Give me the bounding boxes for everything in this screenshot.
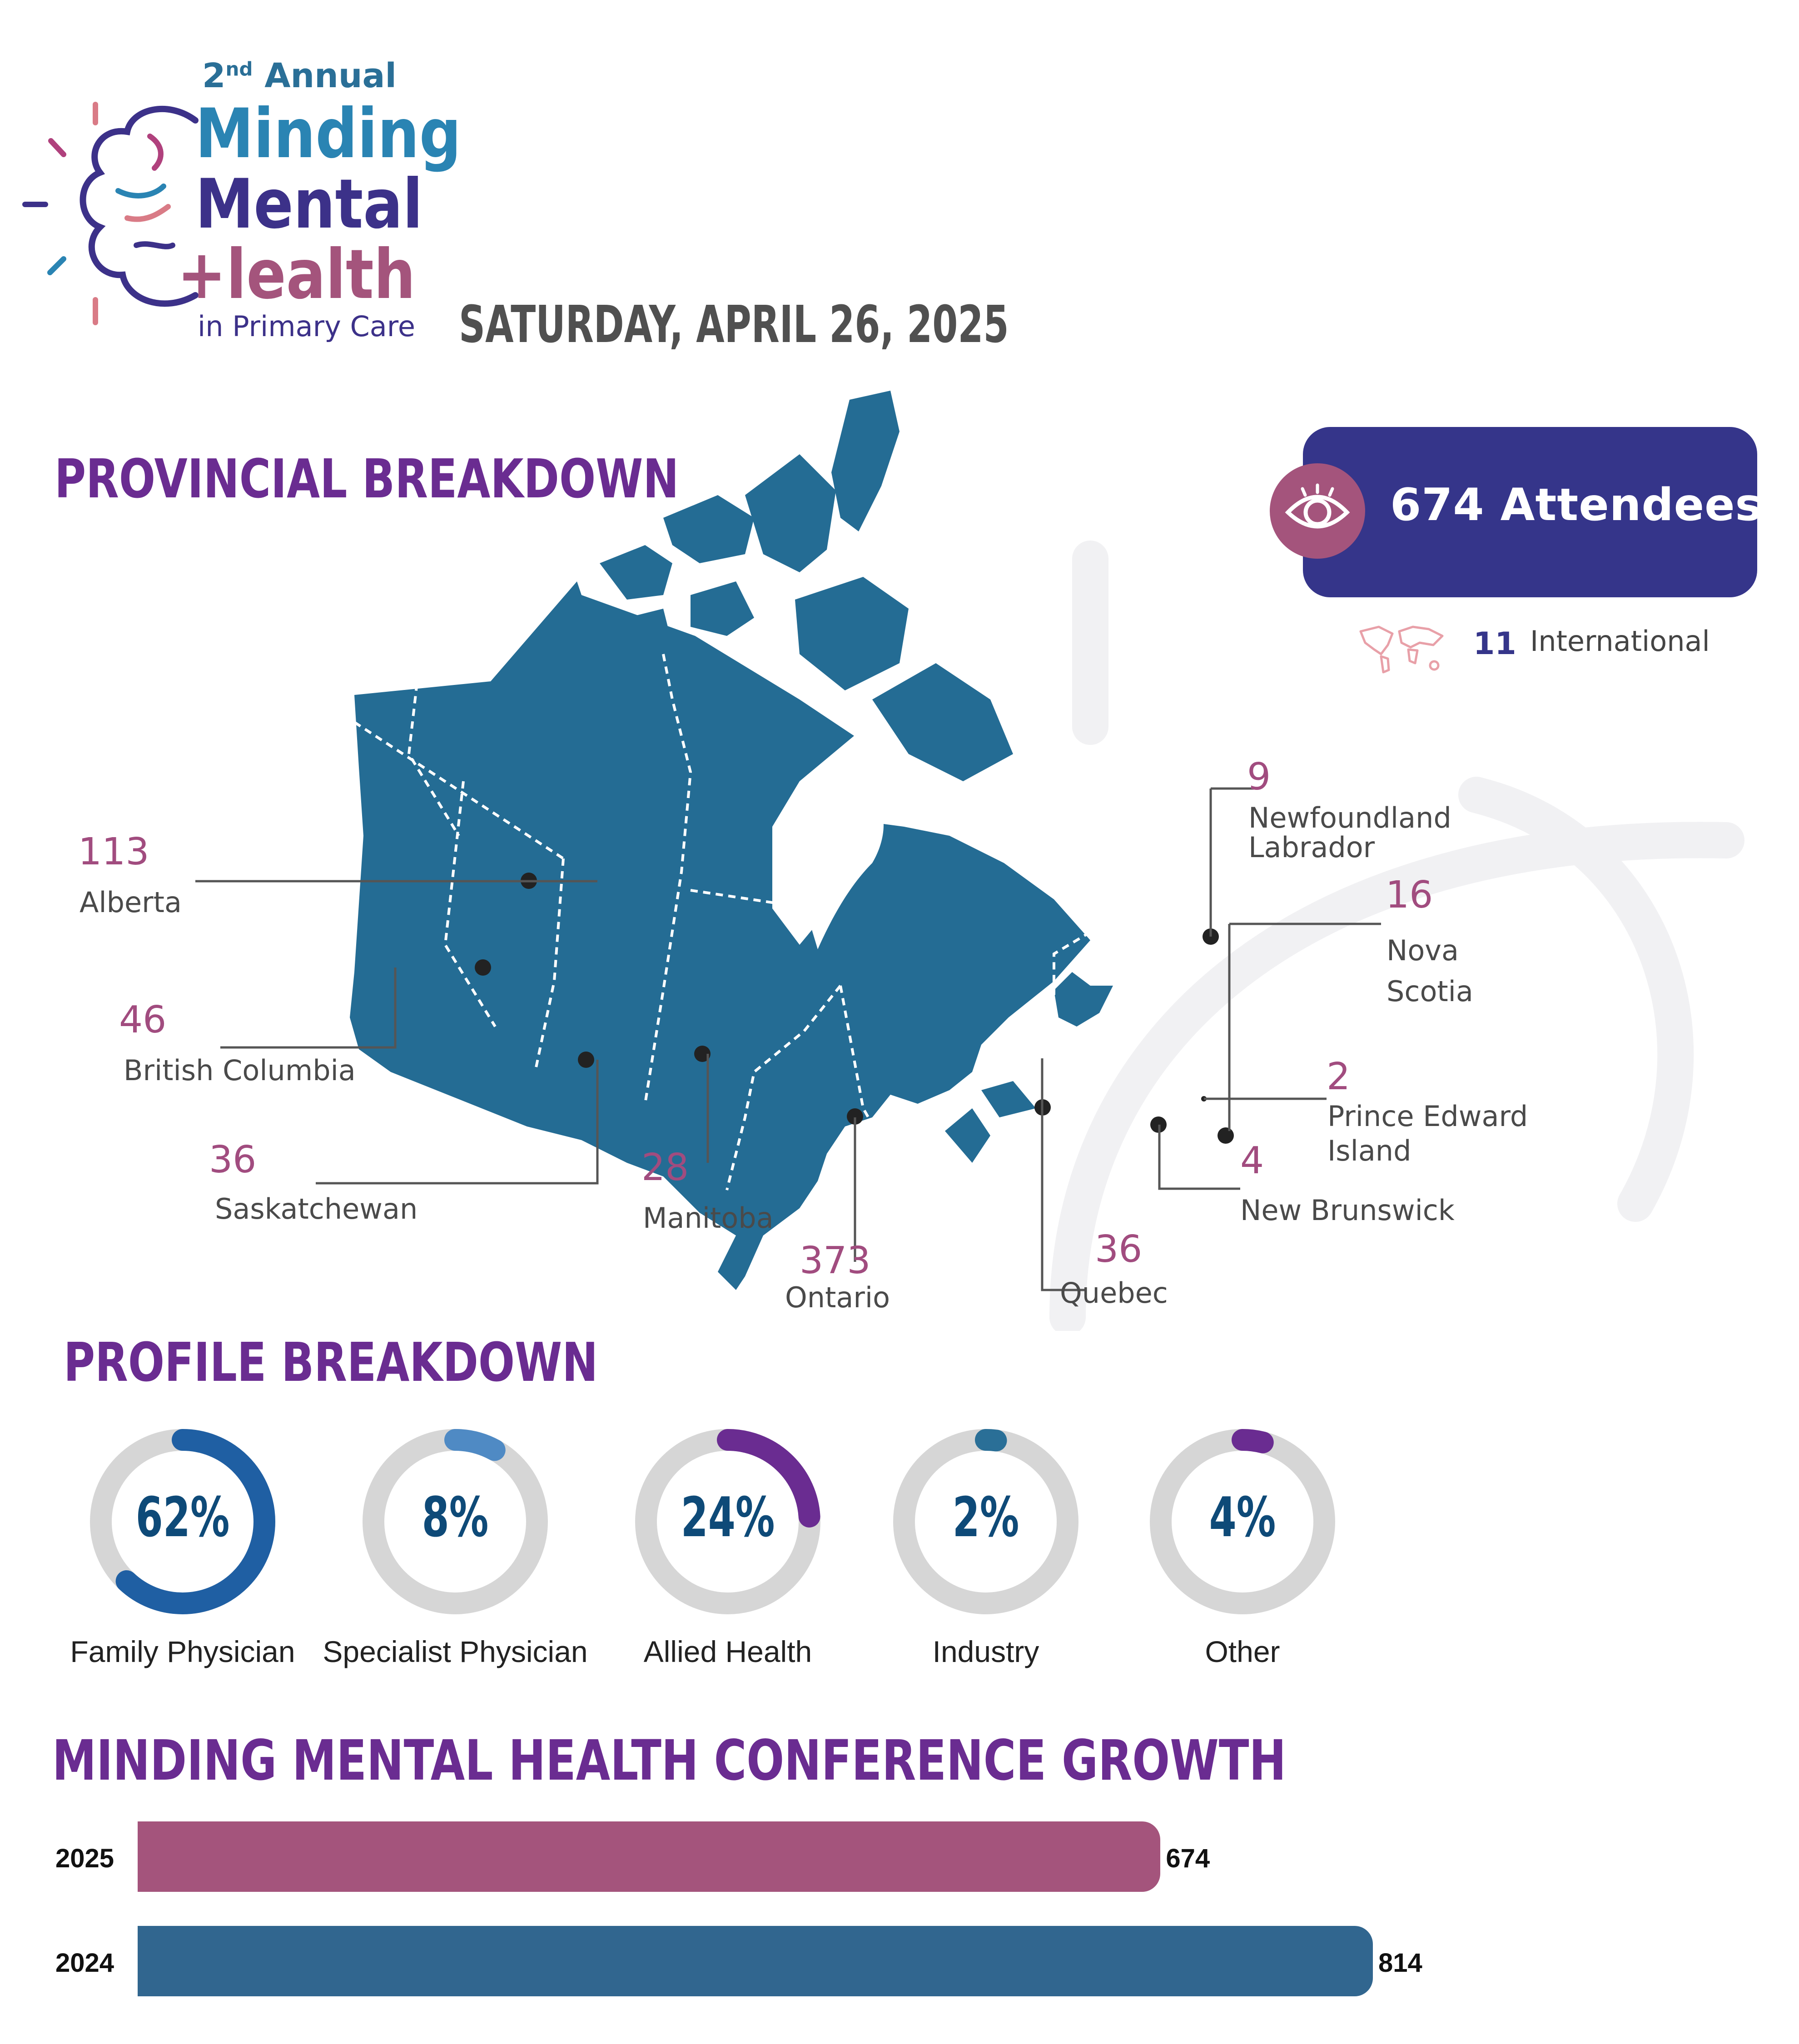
- bar: [138, 1926, 1373, 1996]
- annual-label: 2nd Annual: [202, 56, 397, 95]
- logo-primary-care: in Primary Care: [198, 310, 416, 343]
- profile-title: PROFILE BREAKDOWN: [64, 1331, 598, 1394]
- world-map-icon: [1356, 618, 1447, 677]
- attendees-label: 674 Attendees: [1390, 479, 1762, 531]
- event-date: SATURDAY, APRIL 26, 2025: [459, 295, 1009, 354]
- ontario-name: Ontario: [785, 1281, 890, 1314]
- bar-category-label: 2025: [55, 1844, 114, 1873]
- donut-percentage: 24%: [681, 1486, 775, 1549]
- bc-value: 46: [119, 998, 167, 1042]
- donut-percentage: 8%: [422, 1486, 489, 1549]
- alberta-value: 113: [78, 830, 149, 873]
- donut-label: Other: [1205, 1635, 1280, 1668]
- donut-percentage: 4%: [1209, 1486, 1276, 1549]
- new-brunswick-name: New Brunswick: [1240, 1194, 1455, 1227]
- donut-percentage: 2%: [952, 1486, 1019, 1549]
- donut-label: Family Physician: [70, 1635, 295, 1668]
- saskatchewan-name: Saskatchewan: [215, 1192, 418, 1225]
- bar-value-label: 674: [1166, 1844, 1210, 1873]
- provincial-title: PROVINCIAL BREAKDOWN: [55, 447, 679, 510]
- manitoba-name: Manitoba: [643, 1201, 774, 1235]
- nova-scotia-value: 16: [1386, 873, 1433, 917]
- new-brunswick-value: 4: [1240, 1139, 1264, 1182]
- ontario-value: 373: [800, 1239, 871, 1282]
- international-label: International: [1530, 625, 1710, 658]
- newfoundland-value: 9: [1247, 755, 1271, 799]
- alberta-name: Alberta: [80, 886, 182, 919]
- eye-icon: [1270, 463, 1365, 559]
- growth-title: MINDING MENTAL HEALTH CONFERENCE GROWTH: [52, 1728, 1287, 1793]
- donut-label: Allied Health: [643, 1635, 812, 1668]
- quebec-name: Quebec: [1060, 1276, 1168, 1310]
- bar-value-label: 814: [1378, 1948, 1422, 1978]
- nova-scotia-name: Nova Scotia: [1387, 934, 1473, 1008]
- bar: [138, 1821, 1160, 1892]
- attendees-eye-circle: [1270, 463, 1365, 559]
- donut-label: Specialist Physician: [323, 1635, 588, 1668]
- donut-label: Industry: [932, 1635, 1039, 1668]
- logo-health: +lealth: [177, 235, 416, 314]
- logo-mental: Mental: [195, 165, 423, 244]
- newfoundland-name: Newfoundland Labrador: [1248, 801, 1451, 864]
- bc-name: British Columbia: [124, 1054, 356, 1087]
- growth-chart: [0, 1799, 1799, 2008]
- pei-value: 2: [1327, 1055, 1351, 1098]
- international-count: 11: [1473, 626, 1516, 662]
- saskatchewan-value: 36: [209, 1138, 257, 1181]
- bar-category-label: 2024: [55, 1948, 114, 1978]
- logo-minding: Minding: [195, 94, 462, 174]
- quebec-value: 36: [1095, 1228, 1143, 1271]
- donut-percentage: 62%: [135, 1486, 230, 1549]
- manitoba-value: 28: [641, 1146, 689, 1189]
- pei-name: Prince Edward Island: [1327, 1100, 1528, 1167]
